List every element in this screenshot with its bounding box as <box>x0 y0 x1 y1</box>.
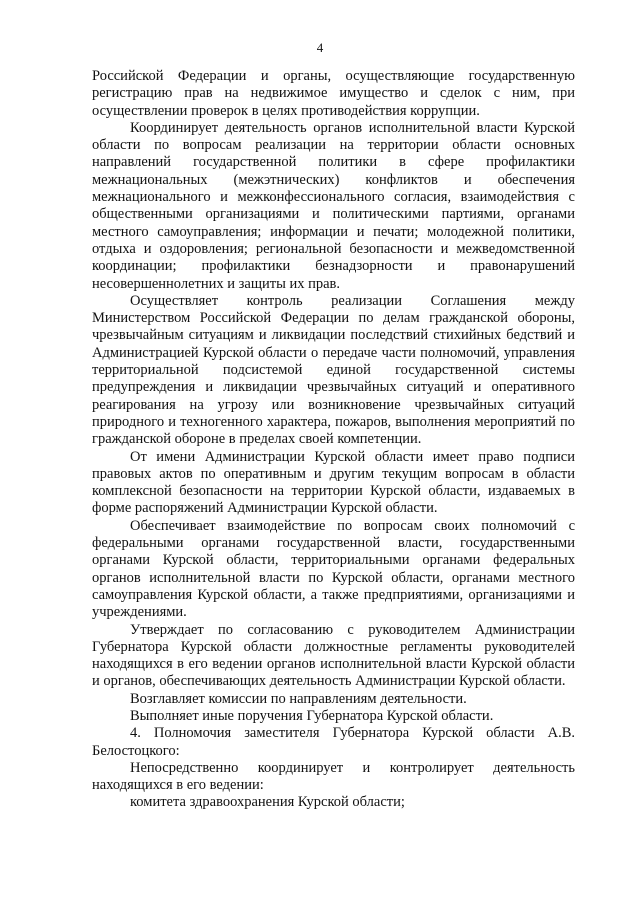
paragraph-other-orders: Выполняет иные поручения Губернатора Курской области. <box>130 707 494 724</box>
paragraph-signature-right: От имени Администрации Курской области имеет право подписи правовых актов по оперативным и другим текущим вопросам в области комплексной безопасности на территории Курской области, издаваемых в форме распоряжений Администрации Курской области. <box>92 448 575 517</box>
list-item-health-committee: комитета здравоохранения Курской области; <box>130 794 405 811</box>
paragraph-coordination: Координирует деятельность органов исполнительной власти Курской области по вопросам реализации на территории области основных направлений государственной политики в сфере профилактики межнациональных (межэтнических) конфликтов и обеспечения межнационального и межконфессионального согласия, взаимодействия с общественными организациями и политическими партиями, органами местного самоуправления; информации и печати; молодежной политики, отдыха и оздоровления; региональной безопасности и межведомственной координации; профилактики безнадзорности и правонарушений несовершеннолетних и защиты их прав. <box>92 119 575 292</box>
paragraph-continuation: Российской Федерации и органы, осуществляющие государственную регистрацию прав на недвижимое имущество и сделок с ним, при осуществлении проверок в целях противодействия коррупции. <box>92 68 575 119</box>
paragraph-direct-coordination: Непосредственно координирует и контролирует деятельность находящихся в его ведении: <box>92 759 575 794</box>
paragraph-approval: Утверждает по согласованию с руководителем Администрации Губернатора Курской области должностные регламенты руководителей находящихся в его ведении органов исполнительной власти Курской области и органов, обеспечивающих деятельность Администрации Курской области. <box>92 621 575 690</box>
paragraph-interaction: Обеспечивает взаимодействие по вопросам своих полномочий с федеральными органами государственной власти, государственными органами Курской области, территориальными органами федеральных органов исполнительной власти по Курской области, органами местного самоуправления Курской области, а также предприятиями, организациями и учреждениями. <box>92 517 575 621</box>
section-heading-4: 4. Полномочия заместителя Губернатора Курской области А.В. Белостоцкого: <box>92 725 575 759</box>
paragraph-commissions: Возглавляет комиссии по направлениям деятельности. <box>130 690 467 707</box>
document-body <box>92 68 575 812</box>
page-number: 4 <box>316 40 324 55</box>
paragraph-control: Осуществляет контроль реализации Соглашения между Министерством Российской Федерации по делам гражданской обороны, чрезвычайным ситуациям и ликвидации последствий стихийных бедствий и Администрацией Курской области о передаче части полномочий, управления территориальной подсистемой единой государственной системы предупреждения и ликвидации чрезвычайных ситуаций и оперативного реагирования на угрозу или возникновение чрезвычайных ситуаций природного и техногенного характера, пожаров, выполнения мероприятий по гражданской обороне в пределах своей компетенции. <box>92 292 575 448</box>
